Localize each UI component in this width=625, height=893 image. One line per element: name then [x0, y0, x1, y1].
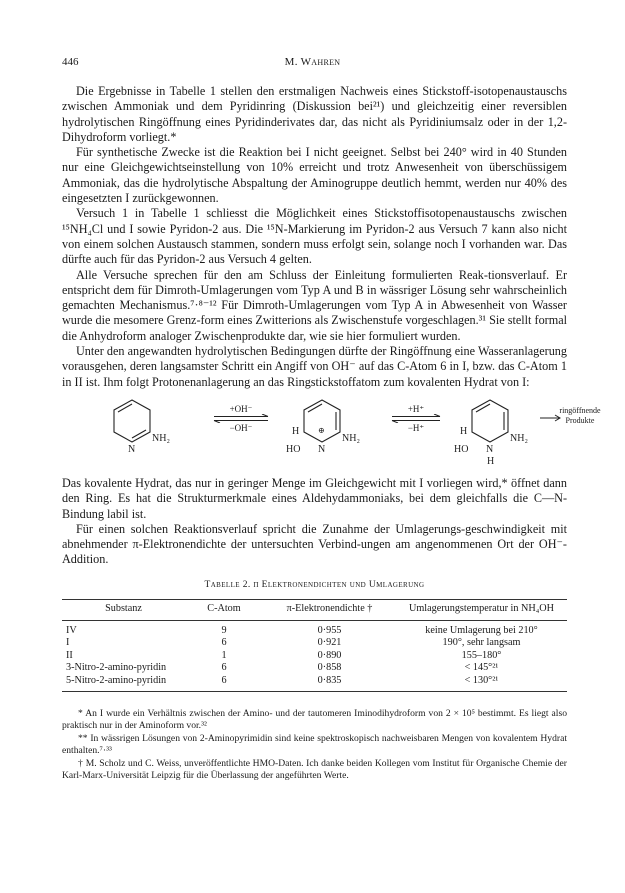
table-row: [62, 662, 567, 675]
column-header: Umlagerungstemperatur in NH₄OH: [396, 600, 567, 621]
footnotes: [62, 708, 567, 782]
h-label: H: [292, 425, 300, 437]
footnote: ** In wässrigen Lösungen von 2-Aminopyrimidin sind keine spektroskopisch nachweisbaren Mengen von kovalentem Hydrat enthalten.⁷·³³: [62, 733, 567, 757]
product-line-1: ringöffnende: [559, 405, 601, 415]
product-line-2: Produkte: [565, 415, 595, 425]
article-body: [62, 84, 601, 783]
table-caption: Tabelle 2. π Elektronendichten und Umlagerung: [204, 579, 425, 590]
ring-n-label: N: [486, 443, 494, 455]
table-cell: keine Umlagerung bei 210°: [425, 624, 538, 636]
table-cell: 6: [185, 675, 263, 692]
covalent-hydrate-structure: [444, 394, 544, 472]
table-cell: 0·921: [317, 637, 342, 649]
table-cell: 155–180°: [461, 649, 502, 661]
table-cell: 0·858: [317, 662, 342, 674]
aminopyridine-structure: [102, 394, 192, 464]
nh2-label: NH₂: [152, 432, 170, 444]
nh2-label: NH₂: [510, 432, 528, 444]
table-row: [62, 675, 567, 692]
paragraph: Für synthetische Zwecke ist die Reaktion bei I nicht geeignet. Selbst bei 240° wird in 40 Stunden nur eine Gleichgewichtseinstellung von 10% erreicht und trotz Anwesenheit von überschüssigem Ammoniak, das die hydrolytische Abspaltung der Aminogruppe deutlich hemmt, werden nur 40% des eingesetzten I zurückgewonnen.: [62, 145, 567, 206]
table-cell: 1: [221, 649, 227, 661]
product-label: [556, 406, 604, 426]
nh2-label: NH₂: [342, 432, 360, 444]
ho-label: HO: [454, 443, 469, 455]
table-cell: 0·890: [317, 649, 342, 661]
table-header-row: [62, 600, 567, 621]
page-number: 446: [62, 56, 79, 68]
table-row: [62, 637, 567, 650]
nh-h-label: H: [487, 455, 495, 467]
ring-n-label: N: [318, 443, 326, 455]
table-cell: 5-Nitro-2-amino-pyridin: [62, 675, 185, 692]
footnote: † M. Scholz und C. Weiss, unveröffentlichte HMO-Daten. Ich danke beiden Kollegen vom Institut für Organische Chemie der Karl-Marx-Universität Leipzig für die Überlassung der angeführten Werte.: [62, 758, 567, 782]
running-title: M. Wahren: [284, 56, 341, 68]
paragraph: Unter den angewandten hydrolytischen Bedingungen dürfte der Ringöffnung eine Wasseranlagerung vorausgehen, deren langsamster Schritt ein Angiff von OH⁻ auf das C-Atom 6 in I, bzw. das C-Atom 1 in II ist. Ihm folgt Protonenanlagerung an das Ringstickstoffatom zum kovalenten Hydrat von I:: [62, 344, 567, 389]
table-cell: IV: [66, 624, 77, 636]
table-cell: I: [66, 637, 70, 649]
paragraph: Das kovalente Hydrat, das nur in geringer Menge im Gleichgewicht mit I vorliegen wird,* öffnet dann den Ring. Es hat die Strukturmerkmale eines Aldehydammoniaks, bei dem gleichfalls die C—N-Bindung labil ist.: [62, 475, 567, 521]
column-header: C-Atom: [185, 600, 263, 621]
step1-forward-label: +OH⁻: [229, 403, 253, 414]
equilibrium-arrows-icon: [390, 414, 442, 423]
data-table: [62, 599, 567, 692]
h-label: H: [460, 425, 468, 437]
paragraph: Die Ergebnisse in Tabelle 1 stellen den erstmaligen Nachweis eines Stickstoff-isotopenaustauschs zwischen Ammoniak und dem Pyridinring (Diskussion bei²¹) und gleichzeitig einer reversiblen hydrolytischen Ringöffnung eines Pyridinderivates dar, das nicht als Pyridiniumsalz oder in der 1,2-Dihydroform vorliegt.*: [62, 84, 567, 144]
page-header: [62, 56, 563, 72]
equilibrium-2: [390, 404, 442, 433]
paragraph: Versuch 1 in Tabelle 1 schliesst die Möglichkeit eines Stickstoffisotopenaustauschs zwischen ¹⁵NH₄Cl und I sowie Pyridon-2 aus. Die ¹⁵N-Markierung im Pyridon-2 aus Versuch 7 kann also nicht von einem solchen Austausch stammen, sondern muss erfolgt sein, solange noch I vorhanden war. Das dürfte auch für das Pyridon-2 aus Versuch 4 gelten.: [62, 206, 567, 267]
table-row: [62, 650, 567, 663]
step2-reverse-label: −H⁺: [407, 422, 425, 433]
column-header: Substanz: [62, 600, 185, 621]
table-cell: 0·835: [263, 675, 396, 692]
positive-charge-icon: ⊕: [318, 425, 325, 435]
table-cell: < 145°²¹: [464, 662, 499, 674]
equilibrium-arrows-icon: [212, 414, 270, 423]
footnote: * An I wurde ein Verhältnis zwischen der Amino- und der tautomeren Iminodihydroform von 2 × 10⁵ bestimmt. Es liegt also praktisch nur in der Aminoform vor.³²: [62, 708, 567, 732]
column-header: π-Elektronendichte †: [263, 600, 396, 621]
table-cell: II: [66, 649, 73, 661]
ring-n-label: N: [128, 443, 136, 455]
table-cell: 3-Nitro-2-amino-pyridin: [66, 662, 167, 674]
table-cell: 6: [221, 637, 227, 649]
reaction-scheme: [62, 394, 601, 472]
paragraph: Für einen solchen Reaktionsverlauf spricht die Zunahme der Umlagerungs-geschwindigkeit mit abnehmender π-Elektronendichte der untersuchten Verbind-ungen am angenommenen Ort der OH⁻-Addition.: [62, 521, 567, 567]
table-cell: < 130°²¹: [396, 675, 567, 692]
step1-reverse-label: −OH⁻: [229, 422, 253, 433]
table-cell: 0·955: [317, 624, 342, 636]
table-cell: 9: [221, 624, 227, 636]
table-cell: 190°, sehr langsam: [442, 637, 521, 649]
table-row: [62, 620, 567, 637]
ho-label: HO: [286, 443, 301, 455]
paragraph: Alle Versuche sprechen für den am Schluss der Einleitung formulierten Reak-tionsverlauf. Er entspricht dem für Dimroth-Umlagerungen vom Typ A und B in wässriger Lösung sehr wahrscheinlich gemachten Mechanismus.⁷·⁸⁻¹² Für Dimroth-Umlagerungen vom Typ A in Abwesenheit von Wasser wurde die mesomere Grenz-form eines Zwitterions als Zwischenstufe vorgeschlagen.³¹ Sie stellt formal die Anhydroform analoger Zwischenprodukte dar, wie sie hier formuliert wurden.: [62, 267, 567, 343]
equilibrium-1: [212, 404, 270, 433]
table-cell: 6: [221, 662, 227, 674]
hydroxy-adduct-structure: [272, 394, 382, 472]
step2-forward-label: +H⁺: [407, 403, 425, 414]
